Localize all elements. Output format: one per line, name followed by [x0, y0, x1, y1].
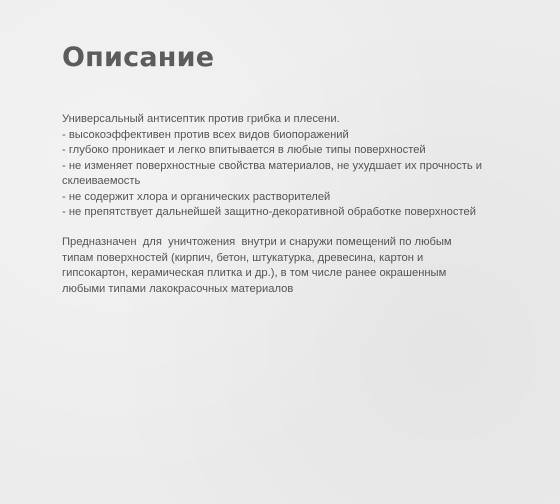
purpose-line: гипсокартон, керамическая плитка и др.), в том числе ранее окрашенным — [62, 267, 447, 279]
purpose-line: любыми типами лакокрасочных материалов — [62, 282, 294, 295]
purpose-line: Предназначен для уничтожения внутри и снаружи помещений по любым — [62, 236, 452, 248]
purpose-block — [62, 235, 502, 297]
description-line: - не содержит хлора и органических растворителей — [62, 190, 331, 203]
description-block — [62, 112, 502, 221]
description-line: - не препятствует дальнейшей защитно-декоративной обработке поверхностей — [62, 206, 476, 218]
description-line: - высокоэффективен против всех видов биопоражений — [62, 128, 349, 141]
section-title: Описание — [62, 42, 215, 73]
description-line: - глубоко проникает и легко впитывается в любые типы поверхностей — [62, 144, 426, 156]
description-line: Универсальный антисептик против грибка и плесени. — [62, 113, 340, 125]
purpose-line: типам поверхностей (кирпич, бетон, штукатурка, древесина, картон и — [62, 251, 424, 264]
description-line: склеиваемость — [62, 175, 141, 187]
description-line: - не изменяет поверхностные свойства материалов, не ухудшает их прочность и — [62, 159, 483, 172]
